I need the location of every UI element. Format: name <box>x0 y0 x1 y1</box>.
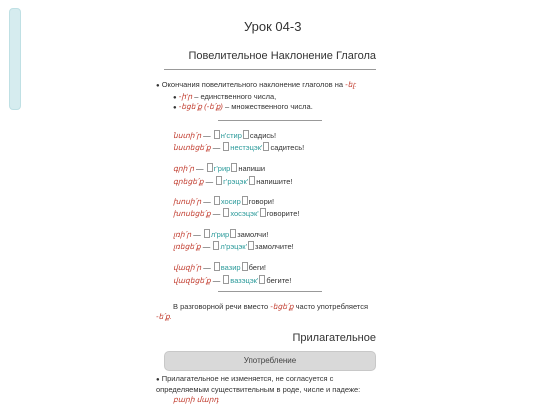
adjective-note <box>156 374 376 395</box>
example-translation: бегите! <box>266 276 292 285</box>
form-plural <box>173 102 313 113</box>
missing-glyph-box <box>214 130 220 139</box>
example-transcription: л'рир <box>210 230 230 239</box>
spoken-text-1: В разговорной речи вместо <box>173 302 269 311</box>
form-text: – единственного числа, <box>192 92 277 101</box>
missing-glyph-box <box>231 163 237 172</box>
example-transcription: вазэцэк' <box>230 276 259 285</box>
example-translation: замолчите! <box>255 242 294 251</box>
example-transcription: л'рэцэк' <box>220 242 248 251</box>
example-dash: — <box>203 197 211 206</box>
missing-glyph-box <box>214 196 220 205</box>
example-transcription: г'рэцэк' <box>223 177 249 186</box>
bullet-icon: ● <box>156 377 160 383</box>
example-translation: говорите! <box>266 209 300 218</box>
example-row <box>173 130 276 141</box>
form-arm: -իʹր <box>178 92 193 101</box>
missing-glyph-box <box>249 176 255 185</box>
spoken-note <box>156 302 376 322</box>
example-row <box>173 163 265 174</box>
missing-glyph-box <box>230 229 236 238</box>
missing-glyph-box <box>242 196 248 205</box>
example-dash: — <box>202 242 211 251</box>
example-translation: садитесь! <box>270 143 305 152</box>
example-arm: լռեցե՛ք <box>173 242 201 251</box>
example-arm: լռի՛ր <box>173 230 192 239</box>
missing-glyph-box <box>216 176 222 185</box>
example-arm: գրեցե՛ք <box>173 177 204 186</box>
example-row <box>173 176 293 187</box>
missing-glyph-box <box>260 208 266 217</box>
adjective-example-arm: բարի մարդ <box>173 395 219 404</box>
example-transcription: г'рир <box>213 164 231 173</box>
adjective-example <box>173 395 218 405</box>
example-row <box>173 196 274 207</box>
example-arm: նստի՛ր <box>173 131 202 140</box>
example-transcription: н'стир <box>220 131 242 140</box>
missing-glyph-box <box>204 229 210 238</box>
example-dash: — <box>203 131 211 140</box>
example-arm: խոսի՛ր <box>173 197 202 206</box>
section-title-adjective: Прилагательное <box>292 332 376 344</box>
missing-glyph-box <box>223 208 229 217</box>
short-divider <box>218 291 322 292</box>
intro-note <box>156 80 376 91</box>
example-transcription: хосэцэк' <box>230 209 259 218</box>
section-divider <box>164 69 376 70</box>
missing-glyph-box <box>207 163 213 172</box>
example-transcription: хосир <box>220 197 241 206</box>
adjective-note-text: Прилагательное не изменяется, не согласуется с определяемым существительным в роде, числе и падеже: <box>156 374 361 394</box>
example-dash: — <box>205 177 214 186</box>
bullet-icon: ● <box>173 105 177 111</box>
missing-glyph-box <box>223 142 229 151</box>
example-transcription: нестэцэк' <box>230 143 263 152</box>
missing-glyph-box <box>223 275 229 284</box>
example-arm: խոսեցե՛ք <box>173 209 211 218</box>
example-arm: վազեցե՛ք <box>173 276 211 285</box>
example-translation: напишите! <box>256 177 293 186</box>
missing-glyph-box <box>259 275 265 284</box>
intro-suffix: -ել: <box>345 80 357 89</box>
example-dash: — <box>203 263 211 272</box>
example-dash: — <box>193 230 201 239</box>
example-dash: — <box>212 276 221 285</box>
example-row <box>173 262 266 273</box>
spoken-arm-1: -եցե՛ք <box>270 302 294 311</box>
form-arm: -եցե՛ք (-ե՛ք) <box>178 102 223 111</box>
spoken-arm-2: -ե՛ք. <box>156 312 172 321</box>
missing-glyph-box <box>214 262 220 271</box>
scrollbar-track[interactable] <box>9 8 21 110</box>
example-translation: замолчи! <box>237 230 269 239</box>
example-row <box>173 275 291 286</box>
lesson-title: Урок 04-3 <box>244 19 302 34</box>
example-dash: — <box>196 164 204 173</box>
example-dash: — <box>212 209 221 218</box>
missing-glyph-box <box>243 130 249 139</box>
example-translation: напиши <box>238 164 266 173</box>
usage-toggle-button[interactable]: Употребление <box>164 351 376 371</box>
example-arm: գրի՛ր <box>173 164 194 173</box>
example-row <box>173 229 268 240</box>
intro-text: Окончания повелительного наклонение глаголов на <box>161 80 344 89</box>
form-text: – множественного числа. <box>222 102 313 111</box>
example-arm: նստեցե՛ք <box>173 143 211 152</box>
short-divider <box>218 120 322 121</box>
example-row <box>173 142 304 153</box>
missing-glyph-box <box>213 241 219 250</box>
missing-glyph-box <box>242 262 248 271</box>
section-title-imperative: Повелительное Наклонение Глагола <box>188 50 376 62</box>
example-row <box>173 208 299 219</box>
example-arm: վազի՛ր <box>173 263 202 272</box>
missing-glyph-box <box>263 142 269 151</box>
example-translation: говори! <box>248 197 275 206</box>
example-dash: — <box>212 143 221 152</box>
bullet-icon: ● <box>156 83 160 89</box>
missing-glyph-box <box>248 241 254 250</box>
example-translation: садись! <box>249 131 277 140</box>
spoken-text-2: часто употребляется <box>295 302 369 311</box>
example-transcription: вазир <box>220 263 241 272</box>
bullet-icon: ● <box>173 95 177 101</box>
example-row <box>173 241 294 252</box>
example-translation: беги! <box>248 263 266 272</box>
